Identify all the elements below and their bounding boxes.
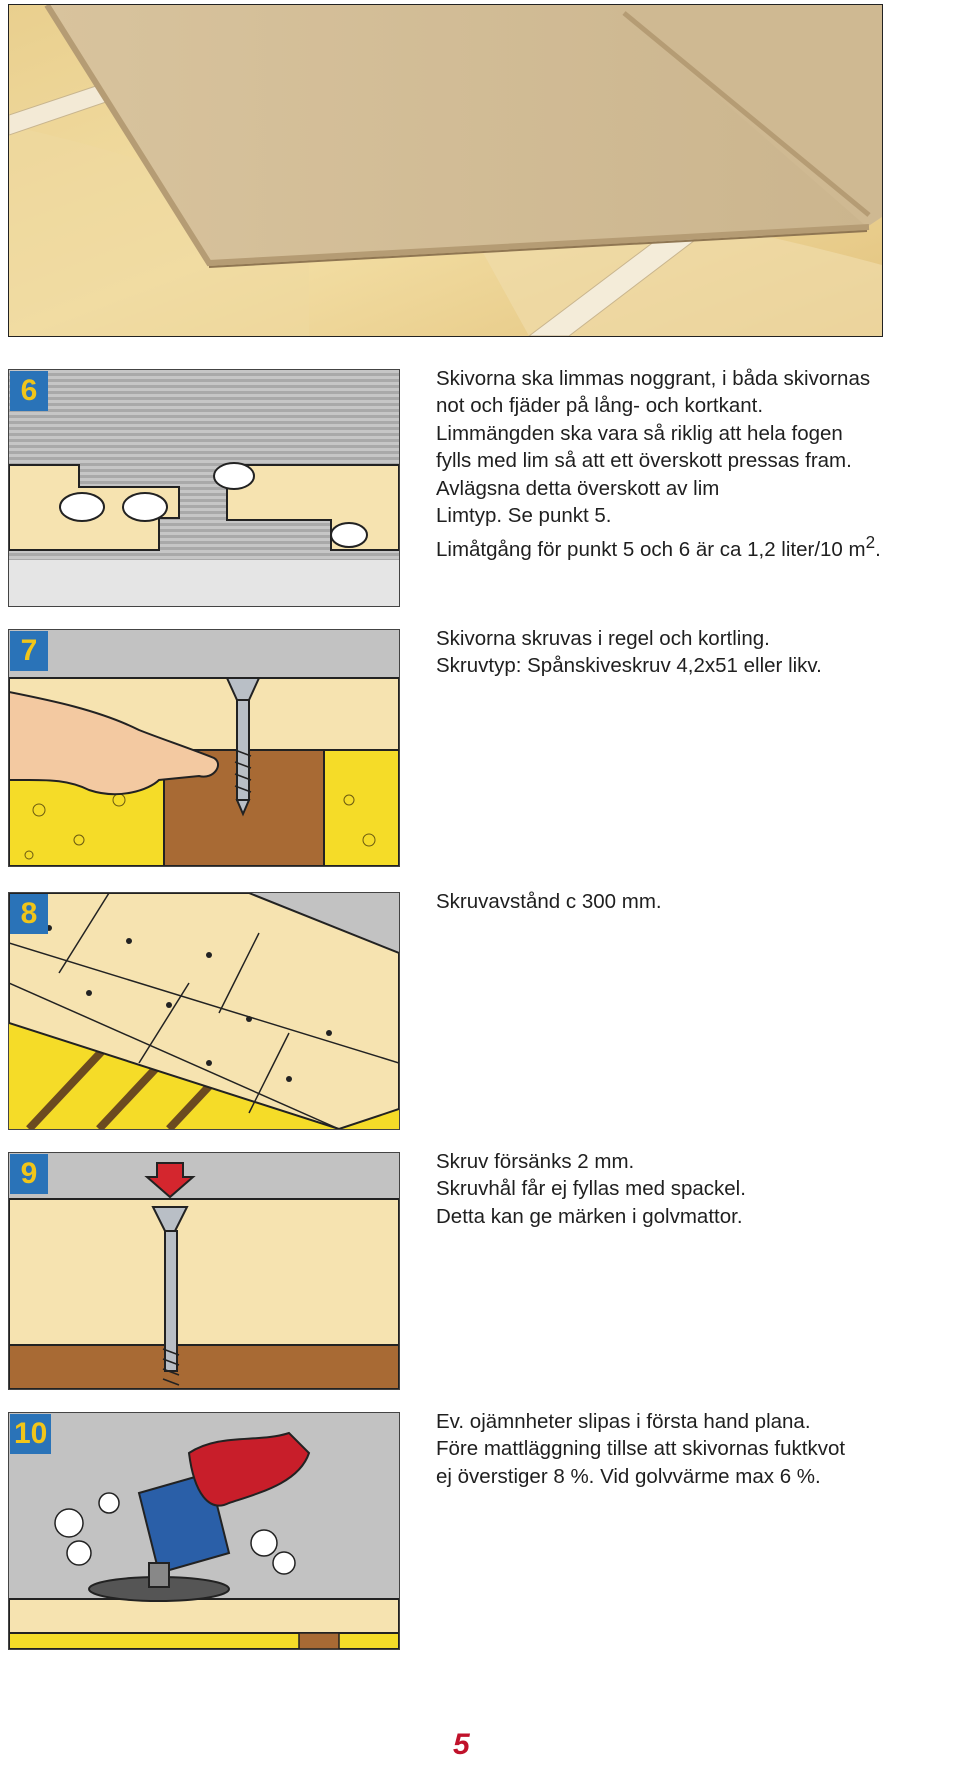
superscript: 2: [865, 533, 876, 553]
step-9-text: [436, 1148, 956, 1230]
step-number-badge: 8: [10, 894, 48, 934]
text-line: Avlägsna detta överskott av lim: [436, 476, 720, 500]
text-line: Skruv försänks 2 mm.: [436, 1150, 635, 1173]
text-line: Detta kan ge märken i golvmattor.: [436, 1204, 743, 1228]
countersink-illustration: [8, 1152, 400, 1390]
sanding-illustration: [8, 1412, 400, 1650]
text-line: not och fjäder på lång- och kortkant.: [436, 394, 764, 418]
text-line: Skivorna skruvas i regel och kortling.: [436, 627, 770, 650]
step-number-badge: 9: [10, 1154, 48, 1194]
step-7: [8, 629, 404, 866]
step-7-text: [436, 625, 956, 680]
text-line: Limtyp. Se punkt 5.: [436, 504, 612, 528]
chipboard-photo: [8, 4, 883, 337]
step-6: [8, 369, 404, 606]
text-line: Skivorna ska limmas noggrant, i båda skivornas: [436, 367, 871, 390]
step-number-badge: 6: [10, 371, 48, 411]
page-number: 5: [453, 1728, 470, 1761]
glue-joint-illustration: [8, 369, 400, 607]
step-10: [8, 1412, 404, 1649]
period: .: [875, 538, 881, 562]
text-line: Skruvtyp: Spånskiveskruv 4,2x51 eller likv.: [436, 654, 822, 678]
step-6-text: [436, 365, 956, 564]
text-line: Före mattläggning tillse att skivornas fuktkvot: [436, 1437, 846, 1461]
step-number-badge: 10: [10, 1414, 51, 1454]
step-9: [8, 1152, 404, 1389]
step-8: [8, 892, 404, 1129]
text-line: Ev. ojämnheter slipas i första hand plana.: [436, 1410, 811, 1433]
text-line: Limmängden ska vara så riklig att hela fogen: [436, 421, 843, 445]
screw-joist-illustration: [8, 629, 400, 867]
text-line: ej överstiger 8 %. Vid golvvärme max 6 %.: [436, 1464, 821, 1488]
consumption-text: Limåtgång för punkt 5 och 6 är ca 1,2 liter/10 m: [436, 538, 866, 562]
screw-spacing-illustration: [8, 892, 400, 1130]
step-10-text: [436, 1408, 956, 1490]
text-line: Skruvavstånd c 300 mm.: [436, 890, 662, 913]
text-line: Skruvhål får ej fyllas med spackel.: [436, 1177, 746, 1201]
step-number-badge: 7: [10, 631, 48, 671]
step-8-text: [436, 888, 956, 915]
text-line: fylls med lim så att ett överskott pressas fram.: [436, 449, 852, 473]
text-line: [436, 529, 956, 563]
